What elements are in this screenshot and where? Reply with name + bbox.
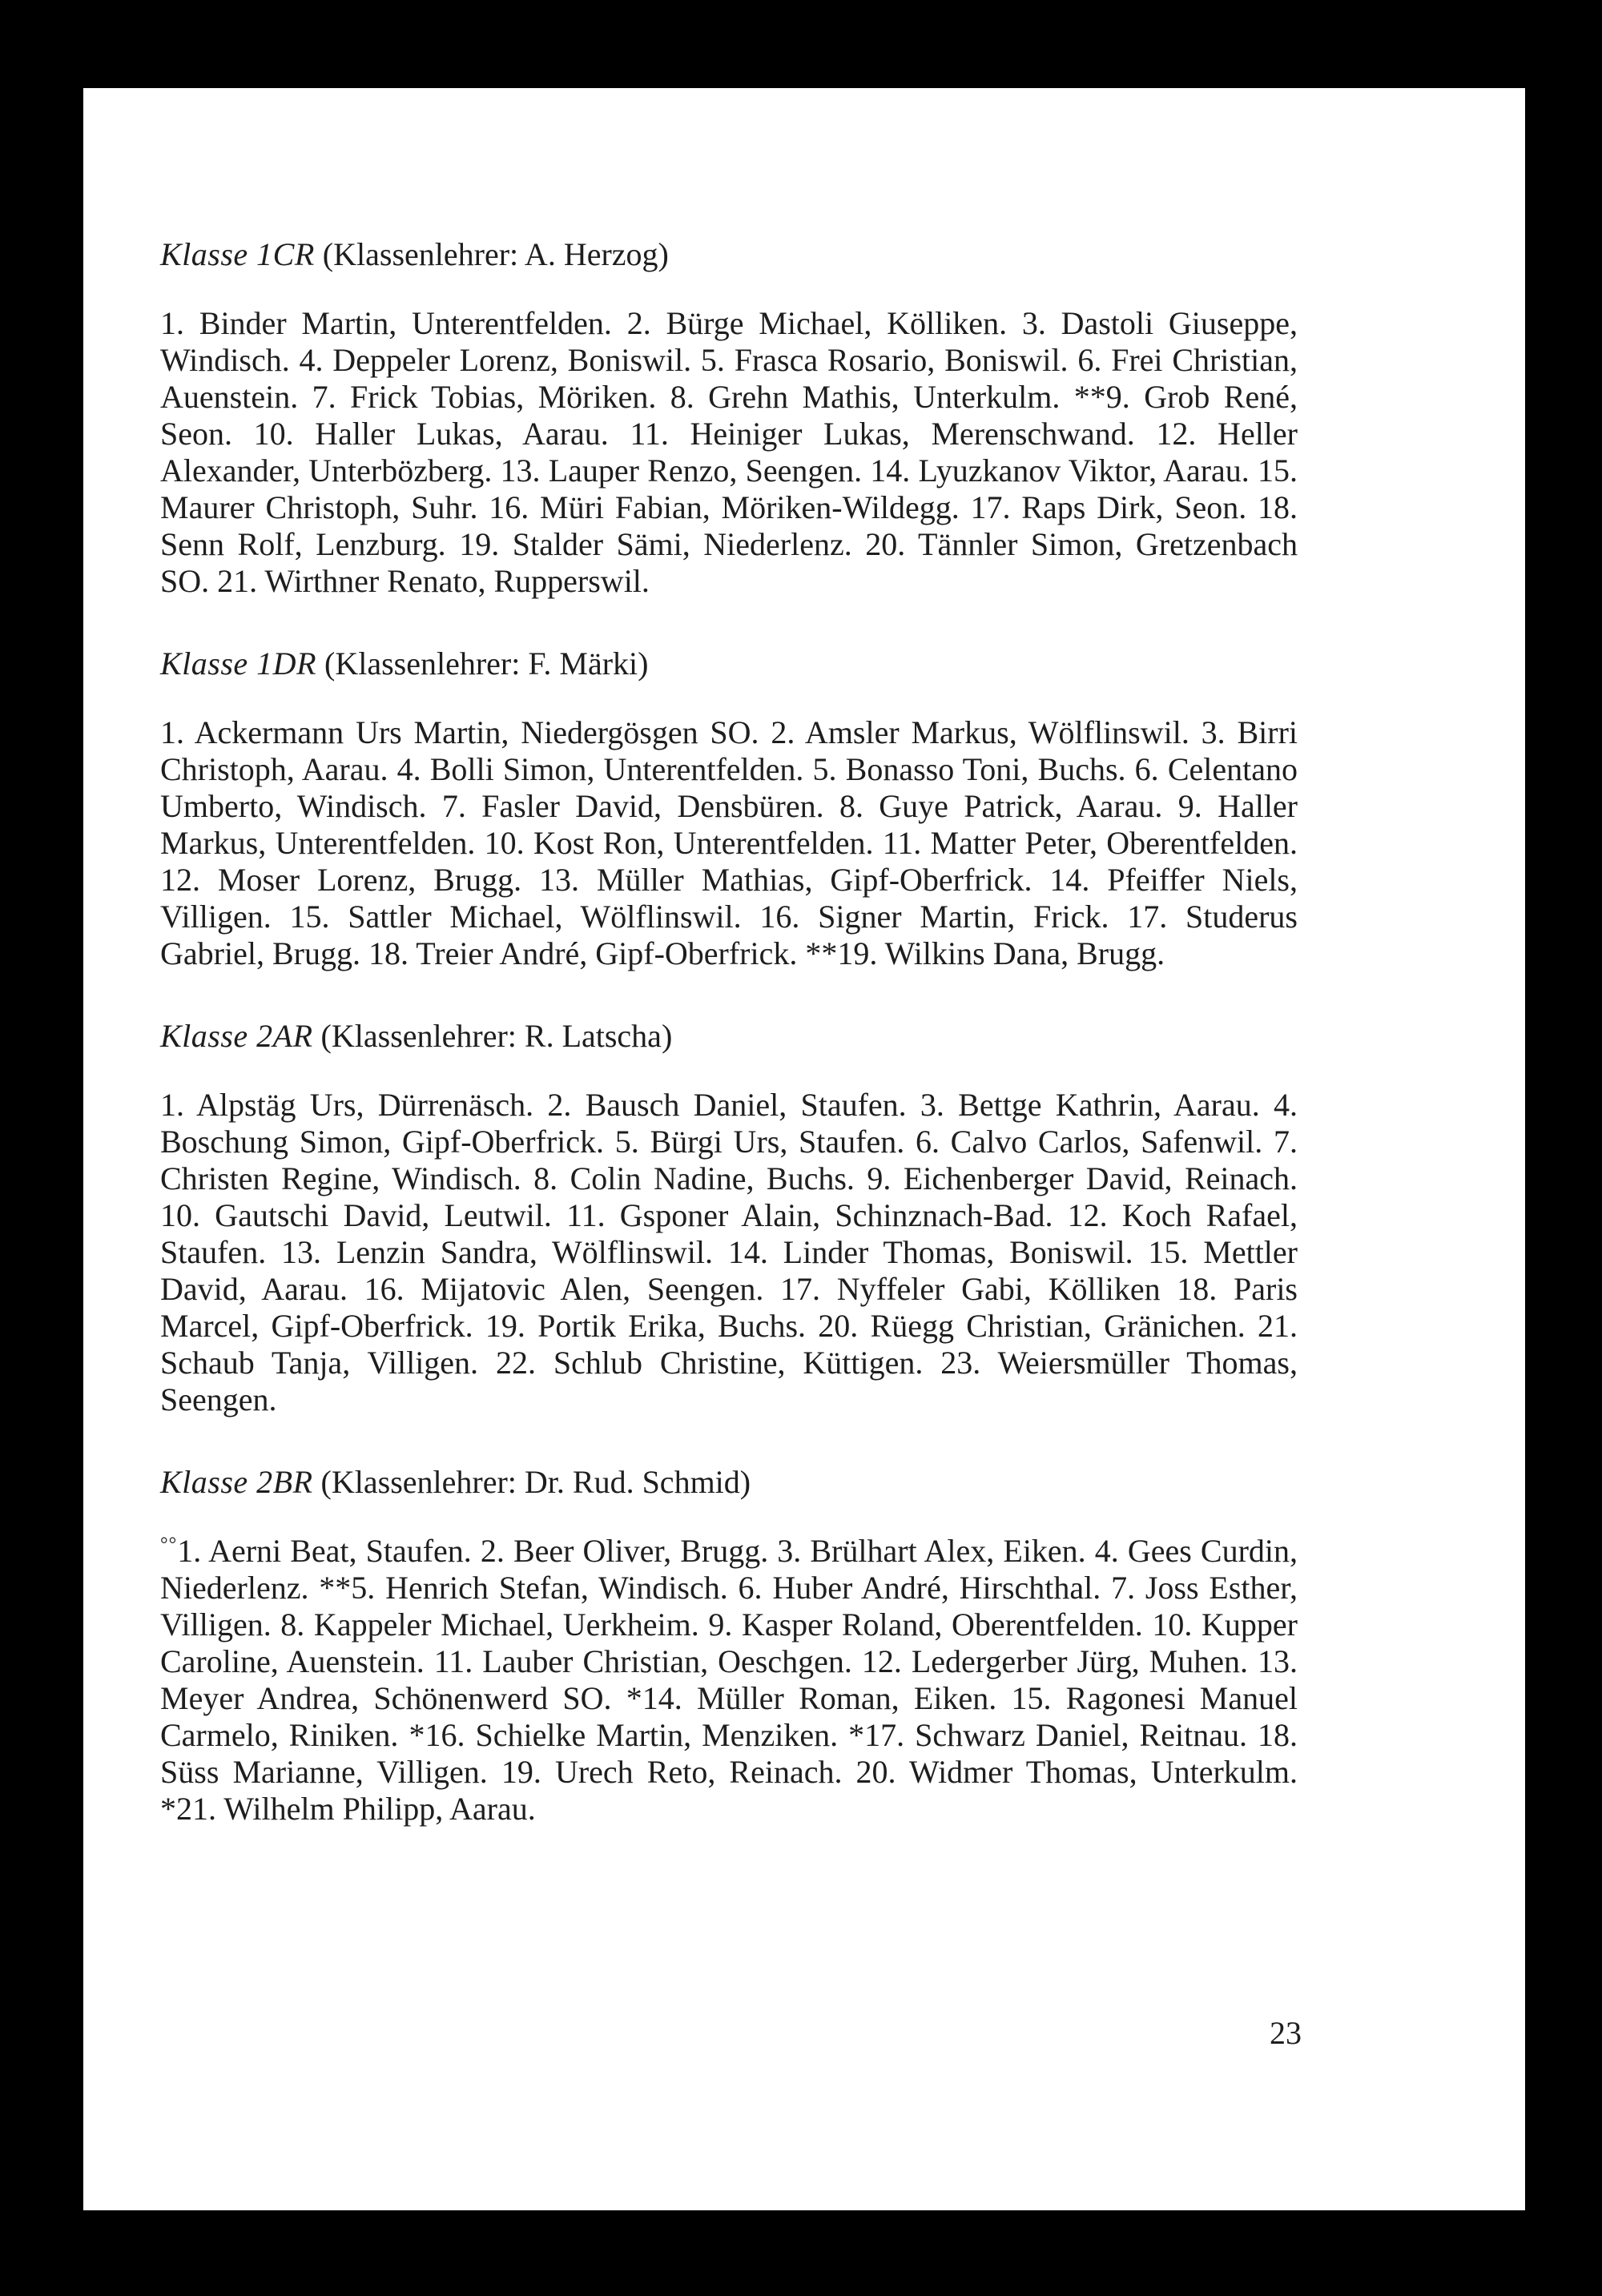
page-content <box>160 236 1298 1873</box>
document-page <box>83 88 1525 2210</box>
student-list: 1. Ackermann Urs Martin, Niedergösgen SO. 2. Amsler Markus, Wölflinswil. 3. Birri Christoph, Aarau. 4. Bolli Simon, Unterentfelden. 5. Bonasso Toni, Buchs. 6. Celentano Umberto, Windisch. 7. Fasler David, Densbüren. 8. Guye Patrick, Aarau. 9. Haller Markus, Unterentfelden. 10. Kost Ron, Unterentfelden. 11. Matter Peter, Oberentfelden. 12. Moser Lorenz, Brugg. 13. Müller Mathias, Gipf-Oberfrick. 14. Pfeiffer Niels, Villigen. 15. Sattler Michael, Wölflinswil. 16. Signer Martin, Frick. 17. Studerus Gabriel, Brugg. 18. Treier André, Gipf-Oberfrick. **19. Wilkins Dana, Brugg. <box>160 714 1298 971</box>
teacher-label: (Klassenlehrer: Dr. Rud. Schmid) <box>320 1464 751 1500</box>
class-label: Klasse 1CR <box>160 236 315 272</box>
class-label: Klasse 2AR <box>160 1018 313 1054</box>
class-section-1cr <box>160 236 1298 600</box>
page-number: 23 <box>1270 2015 1302 2051</box>
student-list <box>160 1533 1298 1828</box>
student-list: 1. Alpstäg Urs, Dürrenäsch. 2. Bausch Daniel, Staufen. 3. Bettge Kathrin, Aarau. 4. Boschung Simon, Gipf-Oberfrick. 5. Bürgi Urs, Staufen. 6. Calvo Carlos, Safenwil. 7. Christen Regine, Windisch. 8. Colin Nadine, Buchs. 9. Eichenberger David, Reinach. 10. Gautschi David, Leutwil. 11. Gsponer Alain, Schinznach-Bad. 12. Koch Rafael, Staufen. 13. Lenzin Sandra, Wölflinswil. 14. Linder Thomas, Boniswil. 15. Mettler David, Aarau. 16. Mijatovic Alen, Seengen. 17. Nyffeler Gabi, Kölliken 18. Paris Marcel, Gipf-Oberfrick. 19. Portik Erika, Buchs. 20. Rüegg Christian, Gränichen. 21. Schaub Tanja, Villigen. 22. Schlub Christine, Küttigen. 23. Weiersmüller Thomas, Seengen. <box>160 1087 1298 1417</box>
prefix-mark: °° <box>160 1534 178 1555</box>
teacher-label: (Klassenlehrer: A. Herzog) <box>322 236 669 272</box>
section-heading <box>160 236 1298 273</box>
class-label: Klasse 1DR <box>160 645 316 682</box>
section-heading <box>160 1464 1298 1501</box>
teacher-label: (Klassenlehrer: R. Latscha) <box>320 1018 673 1054</box>
student-list: 1. Binder Martin, Unterentfelden. 2. Bürge Michael, Kölliken. 3. Dastoli Giuseppe, Windisch. 4. Deppeler Lorenz, Boniswil. 5. Frasca Rosario, Boniswil. 6. Frei Christian, Auenstein. 7. Frick Tobias, Möriken. 8. Grehn Mathis, Unterkulm. **9. Grob René, Seon. 10. Haller Lukas, Aarau. 11. Heiniger Lukas, Merenschwand. 12. Heller Alexander, Unterbözberg. 13. Lauper Renzo, Seengen. 14. Lyuzkanov Viktor, Aarau. 15. Maurer Christoph, Suhr. 16. Müri Fabian, Möriken-Wildegg. 17. Raps Dirk, Seon. 18. Senn Rolf, Lenzburg. 19. Stalder Sämi, Niederlenz. 20. Tännler Simon, Gretzenbach SO. 21. Wirthner Renato, Rupperswil. <box>160 305 1298 599</box>
teacher-label: (Klassenlehrer: F. Märki) <box>324 645 649 682</box>
class-label: Klasse 2BR <box>160 1464 313 1500</box>
class-section-2ar <box>160 1018 1298 1418</box>
student-list-text: 1. Aerni Beat, Staufen. 2. Beer Oliver, Brugg. 3. Brülhart Alex, Eiken. 4. Gees Curdin, Niederlenz. **5. Henrich Stefan, Windisch. 6. Huber André, Hirschthal. 7. Joss Esther, Villigen. 8. Kappeler Michael, Uerkheim. 9. Kasper Roland, Oberentfelden. 10. Kupper Caroline, Auenstein. 11. Lauber Christian, Oeschgen. 12. Ledergerber Jürg, Muhen. 13. Meyer Andrea, Schönenwerd SO. *14. Müller Roman, Eiken. 15. Ragonesi Manuel Carmelo, Riniken. *16. Schielke Martin, Menziken. *17. Schwarz Daniel, Reitnau. 18. Süss Marianne, Villigen. 19. Urech Reto, Reinach. 20. Widmer Thomas, Unterkulm. *21. Wilhelm Philipp, Aarau. <box>160 1533 1298 1827</box>
class-section-2br <box>160 1464 1298 1828</box>
section-heading <box>160 645 1298 682</box>
section-heading <box>160 1018 1298 1055</box>
class-section-1dr <box>160 645 1298 972</box>
